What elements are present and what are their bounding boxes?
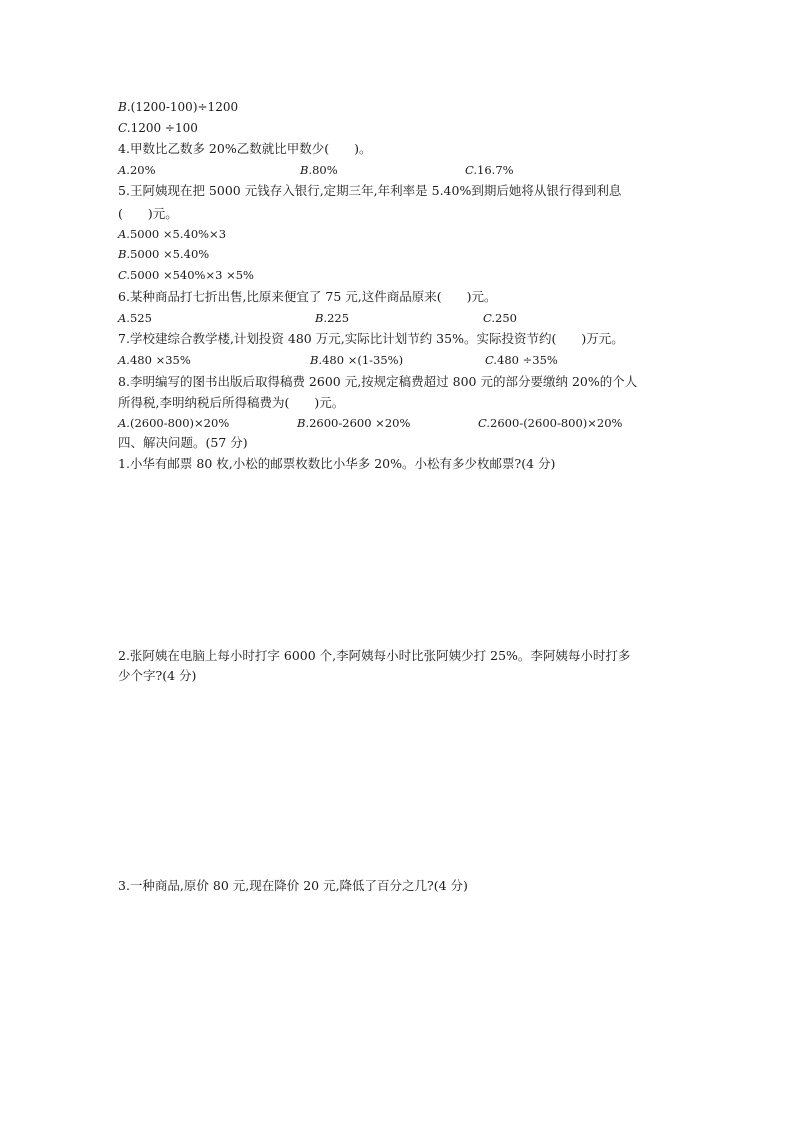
q7-option-b: B.480 ×(1-35%) <box>310 353 404 367</box>
q5-option-a: A.5000 ×5.40%×3 <box>118 227 227 241</box>
question-5-cont: ( )元。 <box>118 206 178 221</box>
q7-option-c: C.480 ÷35% <box>485 353 558 367</box>
q8-option-c: C.2600-(2600-800)×20% <box>478 416 623 430</box>
option-prev-b: B.(1200-100)÷1200 <box>118 100 239 114</box>
question-6: 6.某种商品打七折出售,比原来便宜了 75 元,这件商品原来( )元。 <box>118 289 497 304</box>
q6-option-c: C.250 <box>483 311 517 325</box>
q5-option-b: B.5000 ×5.40% <box>118 247 210 261</box>
question-7: 7.学校建综合教学楼,计划投资 480 万元,实际比计划节约 35%。实际投资节约( )万元。 <box>118 331 624 346</box>
question-5: 5.王阿姨现在把 5000 元钱存入银行,定期三年,年利率是 5.40%到期后她将从银行得到利息 <box>118 183 622 198</box>
question-8-cont: 所得税,李明纳税后所得稿费为( )元。 <box>118 395 345 410</box>
q7-option-a: A.480 ×35% <box>118 353 191 367</box>
q6-option-b: B.225 <box>315 311 350 325</box>
q8-option-a: A.(2600-800)×20% <box>118 416 230 430</box>
q4-option-b: B.80% <box>300 163 338 177</box>
option-prev-c: C.1200 ÷100 <box>118 121 198 135</box>
problem-2: 2.张阿姨在电脑上每小时打字 6000 个,李阿姨每小时比张阿姨少打 25%。李阿姨每小时打多 <box>118 648 631 663</box>
problem-1: 1.小华有邮票 80 枚,小松的邮票枚数比小华多 20%。小松有多少枚邮票?(4 分) <box>118 456 556 471</box>
q4-option-c: C.16.7% <box>465 163 514 177</box>
question-8: 8.李明编写的图书出版后取得稿费 2600 元,按规定稿费超过 800 元的部分要缴纳 20%的个人 <box>118 374 638 389</box>
q8-option-b: B.2600-2600 ×20% <box>297 416 411 430</box>
q4-option-a: A.20% <box>118 163 156 177</box>
problem-2-cont: 少个字?(4 分) <box>118 668 197 683</box>
problem-3: 3.一种商品,原价 80 元,现在降价 20 元,降低了百分之几?(4 分) <box>118 878 468 893</box>
question-4: 4.甲数比乙数多 20%乙数就比甲数少( )。 <box>118 141 372 156</box>
section-title: 四、解决问题。(57 分) <box>118 435 248 450</box>
q6-option-a: A.525 <box>118 311 152 325</box>
q5-option-c: C.5000 ×540%×3 ×5% <box>118 268 254 282</box>
